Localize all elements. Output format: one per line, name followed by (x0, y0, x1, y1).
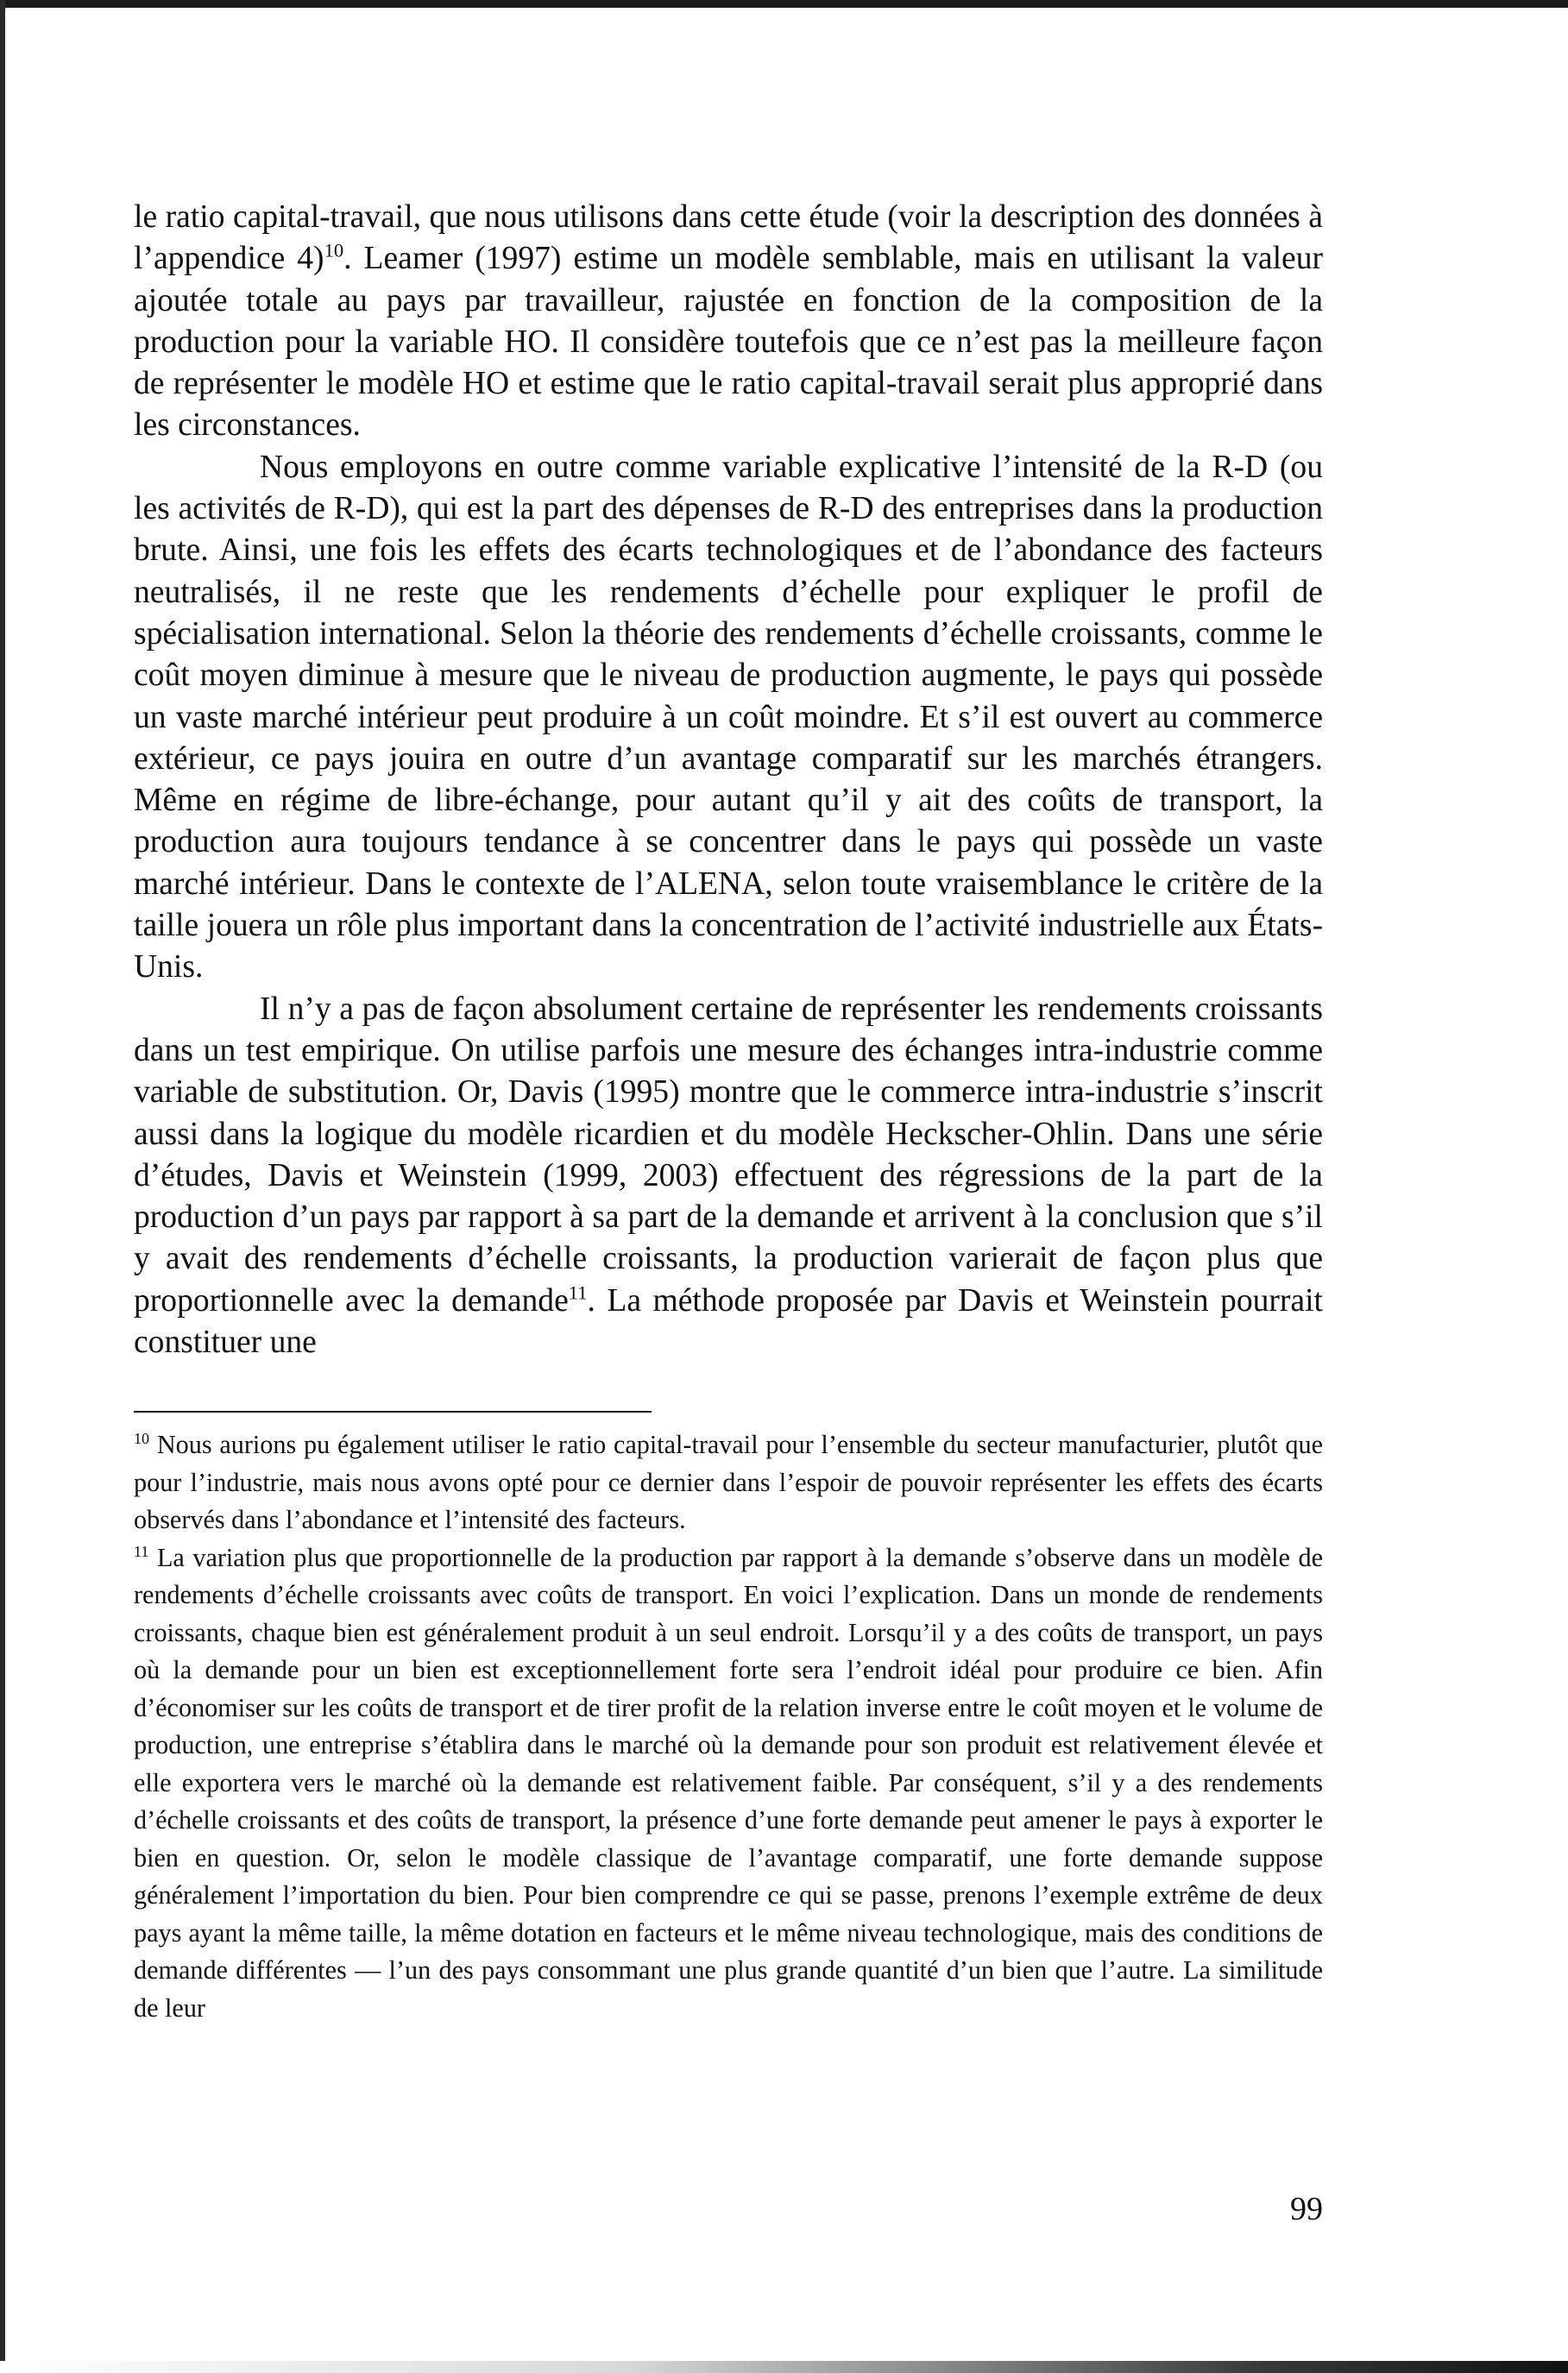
paragraph-2: Nous employons en outre comme variable explicative l’intensité de la R-D (ou les activités de R-D), qui est la part des dépenses de R-D des entreprises dans la production brute. Ainsi, une fois les effets des écarts technologiques et de l’abondance des facteurs neutralisés, il ne reste que les rendements d’échelle pour expliquer le profil de spécialisation international. Selon la théorie des rendements d’échelle croissants, comme le coût moyen diminue à mesure que le niveau de production augmente, le pays qui possède un vaste marché intérieur peut produire à un coût moindre. Et s’il est ouvert au commerce extérieur, ce pays jouira en outre d’un avantage comparatif sur les marchés étrangers. Même en régime de libre-échange, pour autant qu’il y ait des coûts de transport, la production aura toujours tendance à se concentrer dans le pays qui possède un vaste marché intérieur. Dans le contexte de l’ALENA, selon toute vraisemblance le critère de la taille jouera un rôle plus important dans la concentration de l’activité industrielle aux États-Unis. (134, 449, 1323, 985)
footnote-ref-10: 10 (324, 239, 344, 261)
footnote-11-text: La variation plus que proportionnelle de la production par rapport à la demande s’observe dans un modèle de rendements d’échelle croissants avec coûts de transport. En voici l’explication. Dans un monde de rendements croissants, chaque bien est généralement produit à un seul endroit. Lorsqu’il y a des coûts de transport, un pays où la demande pour un bien est exceptionnellement forte sera l’endroit idéal pour produire ce bien. Afin d’économiser sur les coûts de transport et de tirer profit de la relation inverse entre le coût moyen et le volume de production, une entreprise s’établira dans le marché où la demande pour son produit est relativement élevée et elle exportera vers le marché où la demande est relativement faible. Par conséquent, s’il y a des rendements d’échelle croissants et des coûts de transport, la présence d’une forte demande peut amener le pays à exporter le bien en question. Or, selon le modèle classique de l’avantage comparatif, une forte demande suppose généralement l’importation du bien. Pour bien comprendre ce qui se passe, prenons l’exemple extrême de deux pays ayant la même taille, la même dotation en facteurs et le même niveau technologique, mais des conditions de demande différentes — l’un des pays consommant une plus grande quantité d’un bien que l’autre. La similitude de leur (134, 1542, 1323, 2023)
paragraph-1 (134, 197, 1323, 447)
footnote-ref-11: 11 (568, 1281, 588, 1304)
footnote-10 (134, 1426, 1323, 1539)
body-text (134, 197, 1323, 1363)
scan-edge-bottom (0, 2361, 1568, 2373)
paragraph-3 (134, 989, 1323, 1364)
scan-edge-left (0, 0, 5, 2373)
footnote-10-text: Nous aurions pu également utiliser le ratio capital-travail pour l’ensemble du secteur manufacturier, plutôt que pour l’industrie, mais nous avons opté pour ce dernier dans l’espoir de pouvoir représenter les effets des écarts observés dans l’abondance et l’intensité des facteurs. (134, 1430, 1323, 1535)
footnote-10-number: 10 (134, 1430, 150, 1448)
paragraph-1-text-a: le ratio capital-travail, que nous utilisons dans cette étude (voir la description des données à l’appendice 4) (134, 199, 1323, 277)
page-number: 99 (1290, 2191, 1323, 2227)
footnote-divider (134, 1411, 652, 1413)
scan-edge-top (0, 0, 1568, 8)
footnotes (134, 1426, 1323, 2027)
paragraph-1-text-b: . Leamer (1997) estime un modèle semblable, mais en utilisant la valeur ajoutée totale au pays par travailleur, rajustée en fonction de la composition de la production pour la variable HO. Il considère toutefois que ce n’est pas la meilleure façon de représenter le modèle HO et estime que le ratio capital-travail serait plus approprié dans les circonstances. (134, 241, 1323, 444)
paragraph-3-text-a: Il n’y a pas de façon absolument certaine de représenter les rendements croissants dans un test empirique. On utilise parfois une mesure des échanges intra-industrie comme variable de substitution. Or, Davis (1995) montre que le commerce intra-industrie s’inscrit aussi dans la logique du modèle ricardien et du modèle Heckscher-Ohlin. Dans une série d’études, Davis et Weinstein (1999, 2003) effectuent des régressions de la part de la production d’un pays par rapport à sa part de la demande et arrivent à la conclusion que s’il y avait des rendements d’échelle croissants, la production varierait de façon plus que proportionnelle avec la demande (134, 991, 1323, 1319)
footnote-11 (134, 1539, 1323, 2028)
paragraph-3-text-b: . La méthode proposée par Davis et Weinstein pourrait constituer une (134, 1282, 1323, 1361)
footnote-11-number: 11 (134, 1542, 149, 1560)
page-content (134, 197, 1323, 2027)
